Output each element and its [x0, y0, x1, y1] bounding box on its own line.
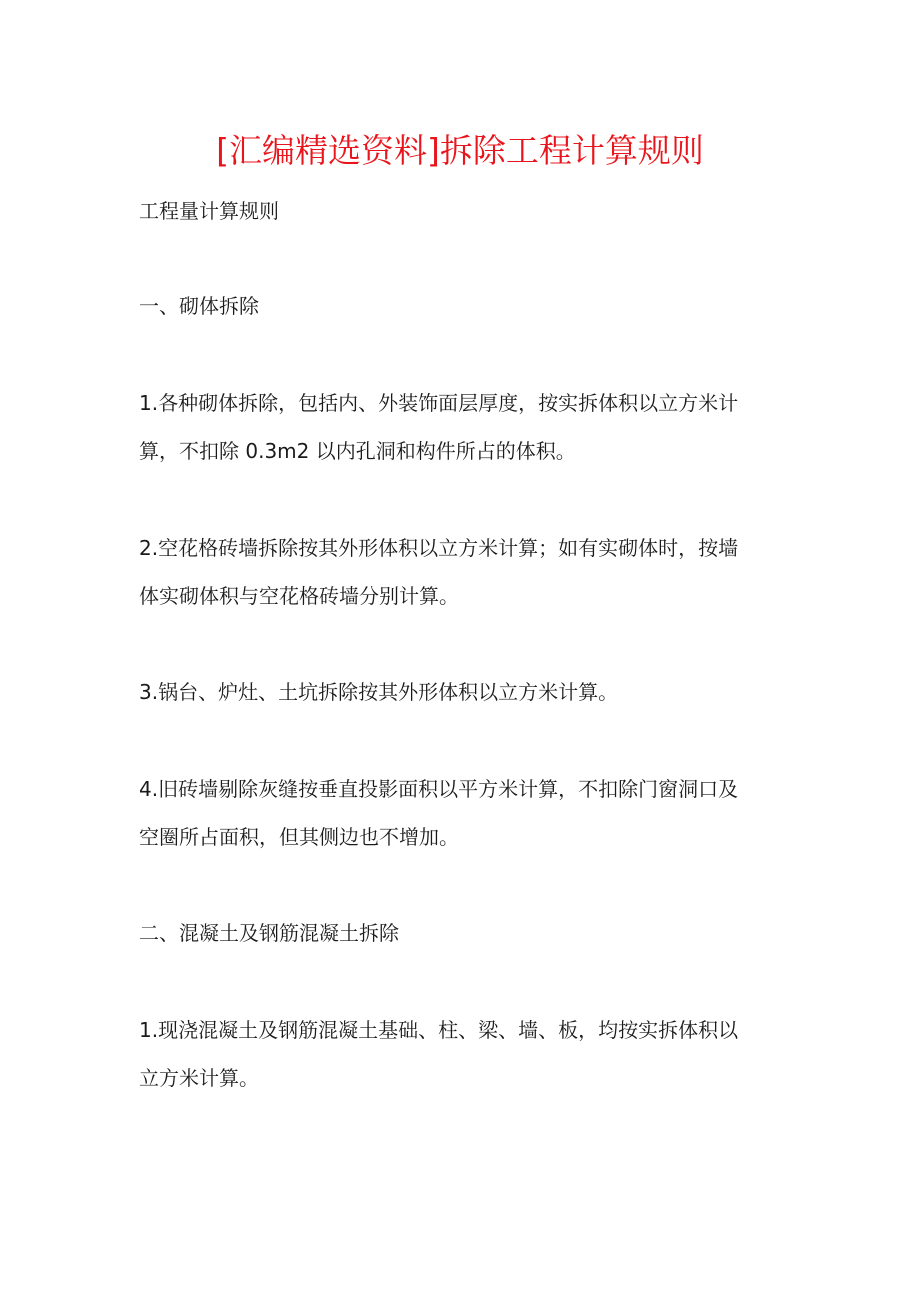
- section1-item4-line1: 4.旧砖墙剔除灰缝按垂直投影面积以平方米计算，不扣除门窗洞口及: [139, 777, 739, 801]
- section1-item2-line2: 体实砌体积与空花格砖墙分别计算。: [139, 584, 459, 608]
- section1-heading: 一、砌体拆除: [139, 294, 259, 318]
- section2-heading: 二、混凝土及钢筋混凝土拆除: [139, 921, 399, 945]
- section1-item1-line1: 1.各种砌体拆除，包括内、外装饰面层厚度，按实拆体积以立方米计: [139, 391, 739, 415]
- section1-item3-line1: 3.锅台、炉灶、土坑拆除按其外形体积以立方米计算。: [139, 680, 619, 704]
- subtitle: 工程量计算规则: [139, 199, 279, 223]
- section2-item1-line1: 1.现浇混凝土及钢筋混凝土基础、柱、梁、墙、板，均按实拆体积以: [139, 1018, 739, 1042]
- section2-item1-line2: 立方米计算。: [139, 1066, 259, 1090]
- section1-item2-line1: 2.空花格砖墙拆除按其外形体积以立方米计算；如有实砌体时，按墙: [139, 536, 739, 560]
- document-title: [汇编精选资料]拆除工程计算规则: [216, 131, 704, 170]
- section1-item1-line2: 算，不扣除 0.3m2 以内孔洞和构件所占的体积。: [139, 439, 576, 463]
- section1-item4-line2: 空圈所占面积，但其侧边也不增加。: [139, 825, 459, 849]
